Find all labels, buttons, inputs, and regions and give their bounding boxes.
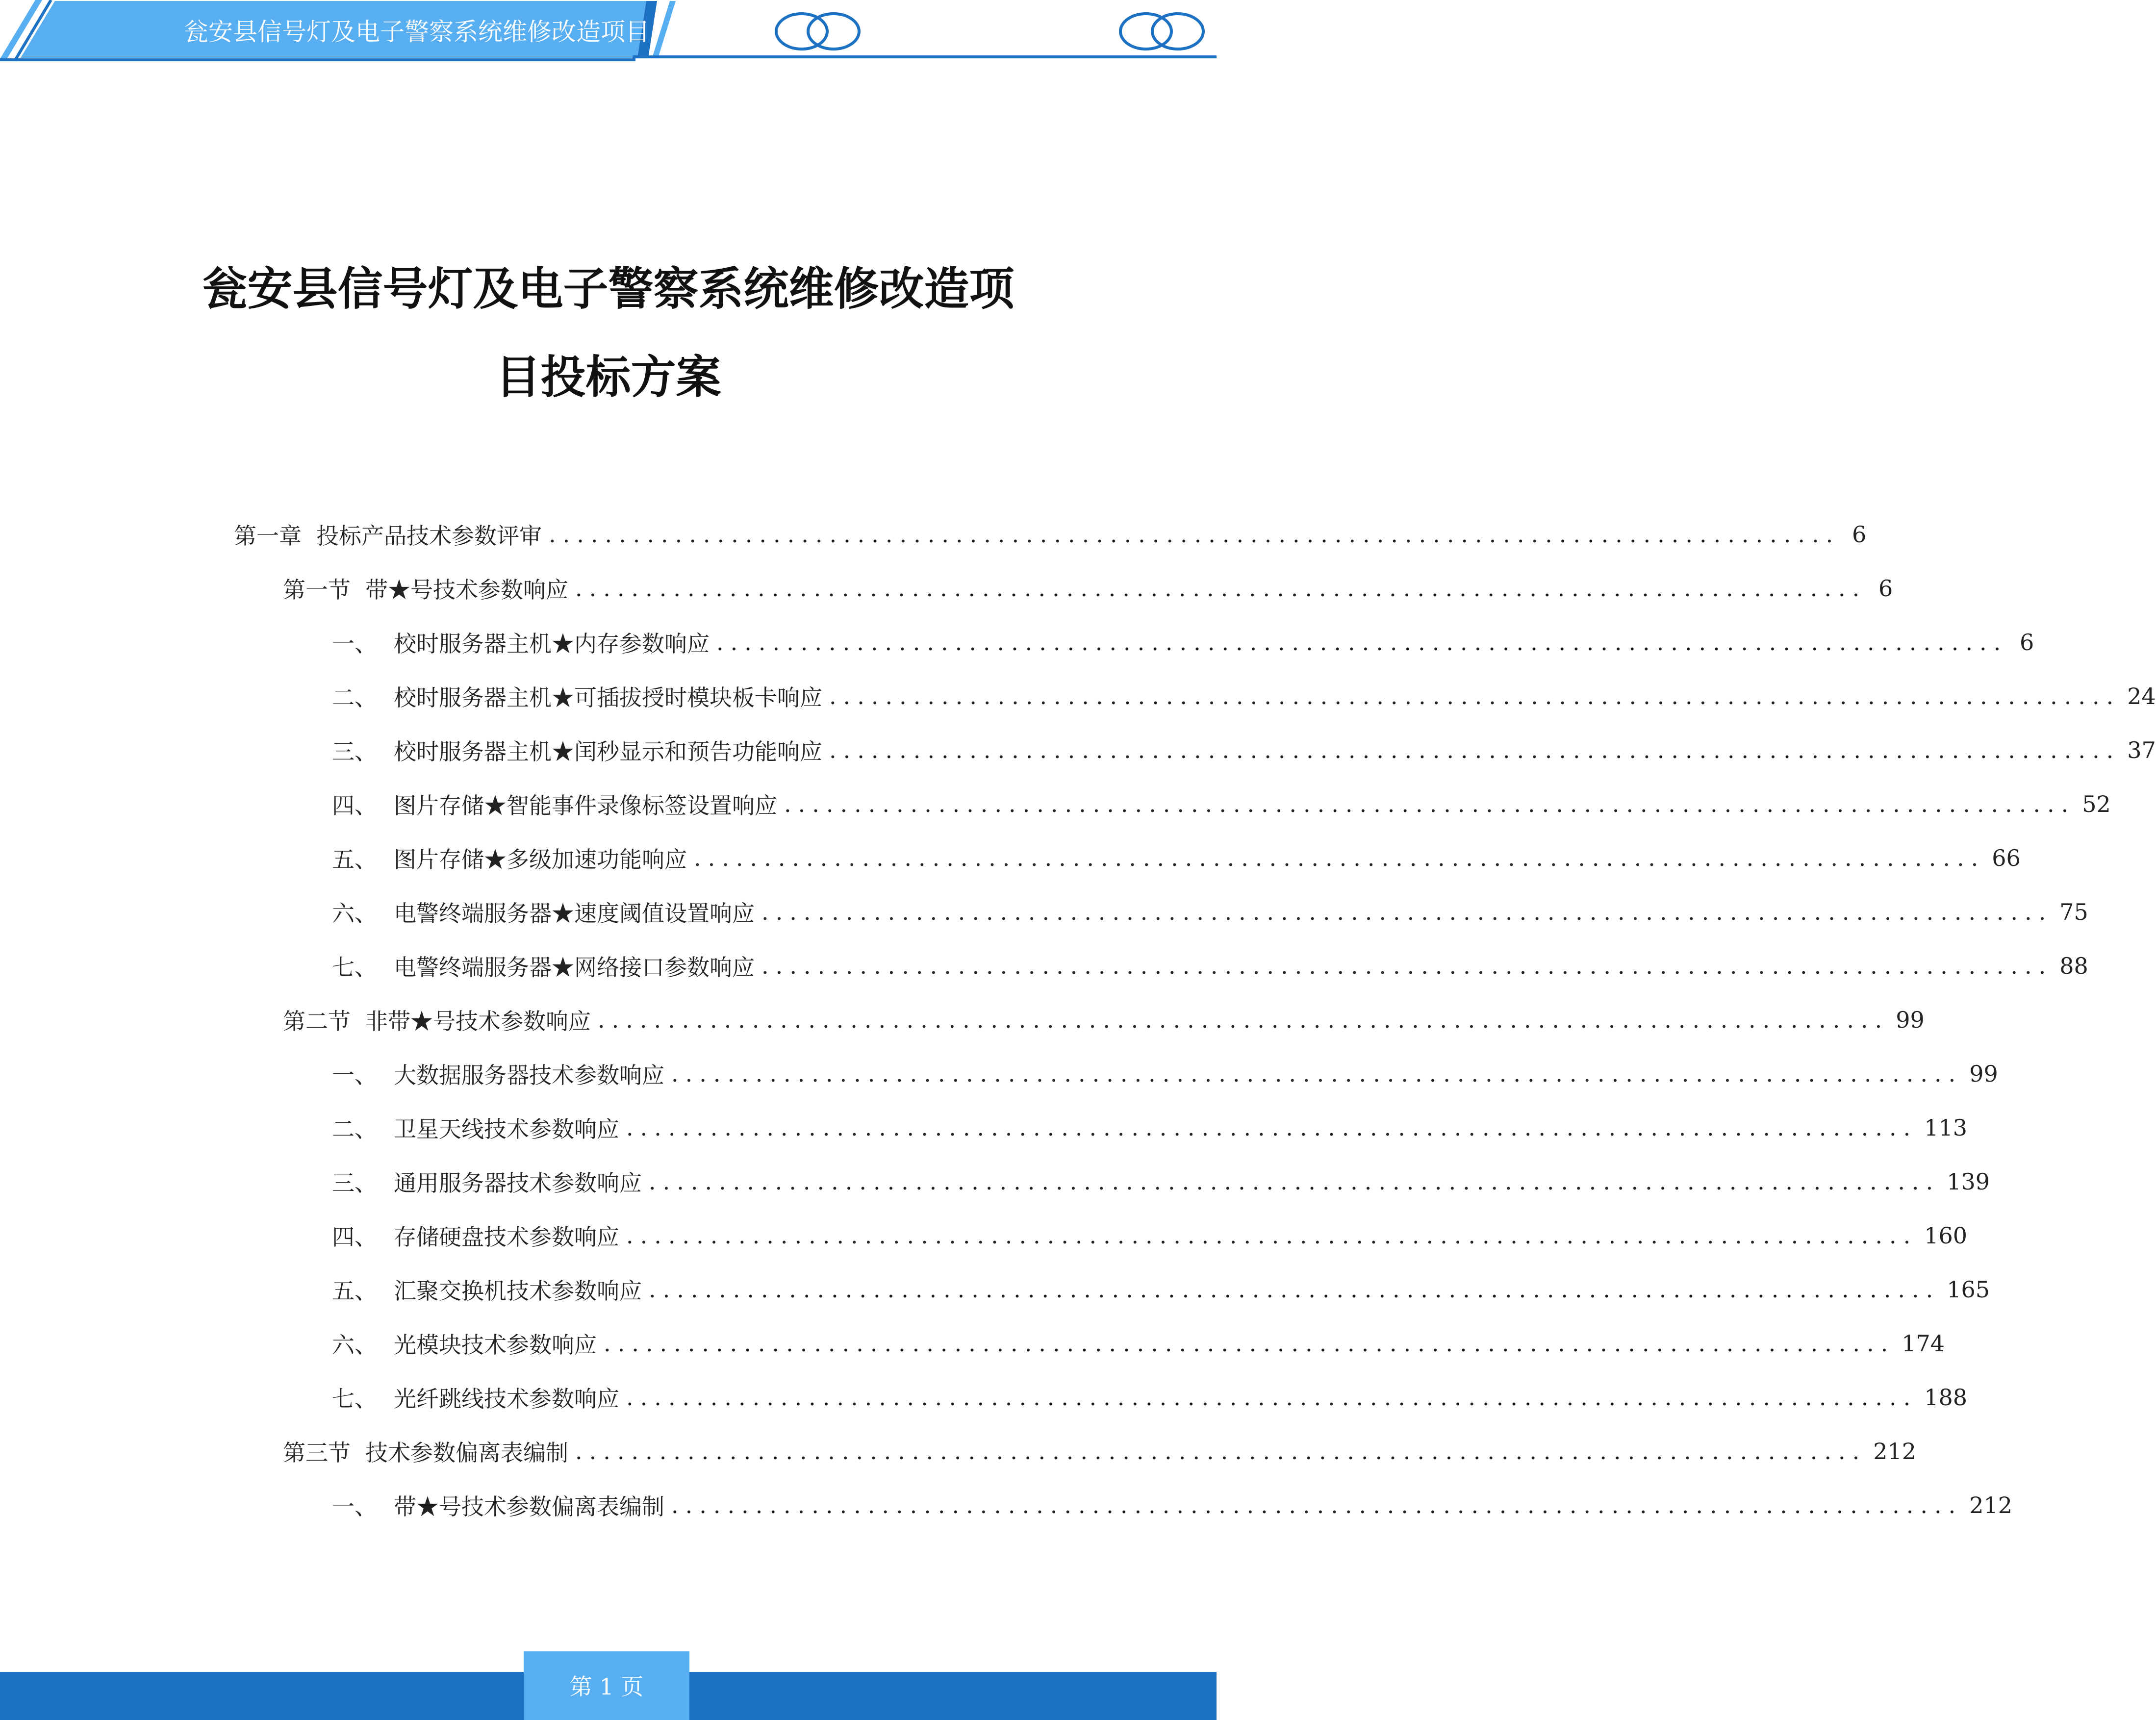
toc-entry-number: 七、 bbox=[332, 954, 377, 981]
toc-entry[interactable] bbox=[332, 1486, 2013, 1525]
toc-entry-number: 一、 bbox=[332, 631, 377, 657]
toc-entry-page-number: 113 bbox=[1924, 1114, 1968, 1141]
toc-entry-title: 技术参数偏离表编制 bbox=[365, 1440, 568, 1466]
page-number: 第 1 页 bbox=[569, 1673, 644, 1700]
toc-entry-title: 带★号技术参数响应 bbox=[365, 577, 568, 603]
toc-entry-page-number: 99 bbox=[1969, 1061, 1998, 1087]
double-ring-icon bbox=[776, 14, 859, 49]
toc-entry-number: 三、 bbox=[332, 1170, 377, 1196]
toc-entry[interactable] bbox=[332, 731, 2156, 770]
toc-dot-leader: ............................................................................................ bbox=[626, 1384, 1918, 1411]
toc-entry-number: 四、 bbox=[332, 1224, 377, 1250]
toc-entry[interactable] bbox=[332, 1162, 1990, 1201]
toc-entry-page-number: 66 bbox=[1992, 845, 2021, 871]
toc-dot-leader: ............................................................................................ bbox=[598, 1007, 1889, 1033]
toc-entry-title: 光纤跳线技术参数响应 bbox=[394, 1386, 619, 1412]
toc-entry-number: 三、 bbox=[332, 738, 377, 765]
toc-entry-title: 投标产品技术参数评审 bbox=[316, 523, 542, 549]
page-header bbox=[0, 0, 1217, 64]
toc-entry-page-number: 88 bbox=[2059, 953, 2088, 979]
toc-dot-leader: ............................................................................................ bbox=[829, 737, 2121, 763]
toc-entry-page-number: 6 bbox=[1852, 521, 1867, 548]
toc-dot-leader: ............................................................................................ bbox=[716, 629, 2008, 656]
document-title bbox=[0, 245, 1217, 422]
toc-entry[interactable] bbox=[332, 677, 2156, 716]
toc-entry-title: 带★号技术参数偏离表编制 bbox=[394, 1493, 664, 1520]
toc-entry-number: 七、 bbox=[332, 1386, 377, 1412]
toc-dot-leader: ............................................................................................ bbox=[761, 953, 2053, 979]
toc-entry-number: 二、 bbox=[332, 684, 377, 711]
toc-dot-leader: ............................................................................................ bbox=[694, 845, 1985, 871]
toc-entry-page-number: 188 bbox=[1924, 1384, 1968, 1411]
toc-entry[interactable] bbox=[234, 515, 1867, 554]
toc-entry-page-number: 160 bbox=[1924, 1222, 1968, 1249]
toc-dot-leader: ............................................................................................ bbox=[649, 1276, 1940, 1303]
toc-entry-number: 一、 bbox=[332, 1493, 377, 1520]
toc-entry[interactable] bbox=[332, 892, 2088, 932]
toc-entry-title: 汇聚交换机技术参数响应 bbox=[394, 1278, 642, 1304]
toc-entry-title: 通用服务器技术参数响应 bbox=[394, 1170, 642, 1196]
toc-dot-leader: ............................................................................................ bbox=[671, 1492, 1963, 1518]
toc-dot-leader: ............................................................................................ bbox=[626, 1114, 1918, 1141]
toc-entry-title: 图片存储★多级加速功能响应 bbox=[394, 846, 687, 873]
toc-entry-page-number: 165 bbox=[1947, 1276, 1990, 1303]
toc-entry-title: 图片存储★智能事件录像标签设置响应 bbox=[394, 792, 777, 819]
running-title: 瓮安县信号灯及电子警察系统维修改造项目 bbox=[184, 18, 650, 46]
document-title-line-2: 目投标方案 bbox=[495, 351, 721, 404]
toc-dot-leader: ............................................................................................ bbox=[604, 1330, 1895, 1357]
toc-dot-leader: ............................................................................................ bbox=[626, 1222, 1918, 1249]
toc-entry-number: 第一节 bbox=[283, 577, 351, 603]
toc-entry-page-number: 99 bbox=[1896, 1007, 1925, 1033]
toc-entry[interactable] bbox=[332, 1378, 1968, 1417]
toc-entry-number: 第一章 bbox=[234, 523, 302, 549]
toc-entry-number: 五、 bbox=[332, 846, 377, 873]
toc-entry[interactable] bbox=[332, 1054, 1998, 1093]
toc-entry[interactable] bbox=[332, 1324, 1945, 1363]
toc-entry[interactable] bbox=[332, 1108, 1968, 1147]
toc-entry-number: 六、 bbox=[332, 1332, 377, 1358]
toc-entry-title: 校时服务器主机★可插拔授时模块板卡响应 bbox=[394, 684, 822, 711]
toc-entry[interactable] bbox=[332, 1270, 1990, 1309]
toc-entry-title: 非带★号技术参数响应 bbox=[365, 1008, 591, 1035]
toc-entry-page-number: 139 bbox=[1947, 1168, 1990, 1195]
toc-entry-title: 校时服务器主机★闰秒显示和预告功能响应 bbox=[394, 738, 822, 765]
toc-entry-page-number: 52 bbox=[2082, 791, 2111, 817]
toc-entry-number: 六、 bbox=[332, 900, 377, 927]
toc-entry-page-number: 174 bbox=[1902, 1330, 1945, 1357]
toc-dot-leader: ............................................................................................ bbox=[575, 575, 1867, 602]
toc-entry-number: 第三节 bbox=[283, 1440, 351, 1466]
toc-entry-title: 电警终端服务器★速度阈值设置响应 bbox=[394, 900, 755, 927]
toc-entry[interactable] bbox=[332, 623, 2034, 662]
toc-entry-number: 第二节 bbox=[283, 1008, 351, 1035]
toc-entry[interactable] bbox=[332, 1216, 1968, 1255]
toc-entry-title: 电警终端服务器★网络接口参数响应 bbox=[394, 954, 755, 981]
toc-entry-title: 大数据服务器技术参数响应 bbox=[394, 1062, 664, 1088]
toc-entry-page-number: 24 bbox=[2127, 683, 2156, 709]
toc-entry-title: 存储硬盘技术参数响应 bbox=[394, 1224, 619, 1250]
toc-entry-title: 校时服务器主机★内存参数响应 bbox=[394, 631, 710, 657]
toc-entry-number: 一、 bbox=[332, 1062, 377, 1088]
toc-entry-title: 卫星天线技术参数响应 bbox=[394, 1116, 619, 1142]
toc-entry-page-number: 6 bbox=[2019, 629, 2034, 656]
toc-dot-leader: ............................................................................................ bbox=[671, 1061, 1963, 1087]
toc-dot-leader: ............................................................................................ bbox=[575, 1438, 1867, 1465]
toc-entry-number: 四、 bbox=[332, 792, 377, 819]
toc-entry[interactable] bbox=[332, 838, 2021, 878]
toc-entry-page-number: 6 bbox=[1878, 575, 1893, 602]
document-title-line-1: 瓮安县信号灯及电子警察系统维修改造项 bbox=[202, 263, 1015, 315]
toc-entry[interactable] bbox=[283, 1432, 1917, 1471]
toc-entry-page-number: 37 bbox=[2127, 737, 2156, 763]
toc-entry-number: 二、 bbox=[332, 1116, 377, 1142]
toc-entry-page-number: 212 bbox=[1873, 1438, 1917, 1465]
toc-dot-leader: ............................................................................................ bbox=[829, 683, 2121, 709]
toc-entry-page-number: 75 bbox=[2059, 899, 2088, 925]
toc-entry[interactable] bbox=[332, 784, 2111, 824]
toc-entry-number: 五、 bbox=[332, 1278, 377, 1304]
toc-entry[interactable] bbox=[283, 569, 1893, 608]
toc-dot-leader: ............................................................................................ bbox=[549, 521, 1840, 548]
toc-dot-leader: ............................................................................................ bbox=[761, 899, 2053, 925]
toc-entry-page-number: 212 bbox=[1969, 1492, 2013, 1518]
double-ring-icon bbox=[1120, 14, 1203, 49]
toc-dot-leader: ............................................................................................ bbox=[784, 791, 2076, 817]
toc-entry[interactable] bbox=[283, 1000, 1925, 1039]
toc-entry-title: 光模块技术参数响应 bbox=[394, 1332, 597, 1358]
toc-dot-leader: ............................................................................................ bbox=[649, 1168, 1940, 1195]
toc-entry[interactable] bbox=[332, 946, 2088, 986]
